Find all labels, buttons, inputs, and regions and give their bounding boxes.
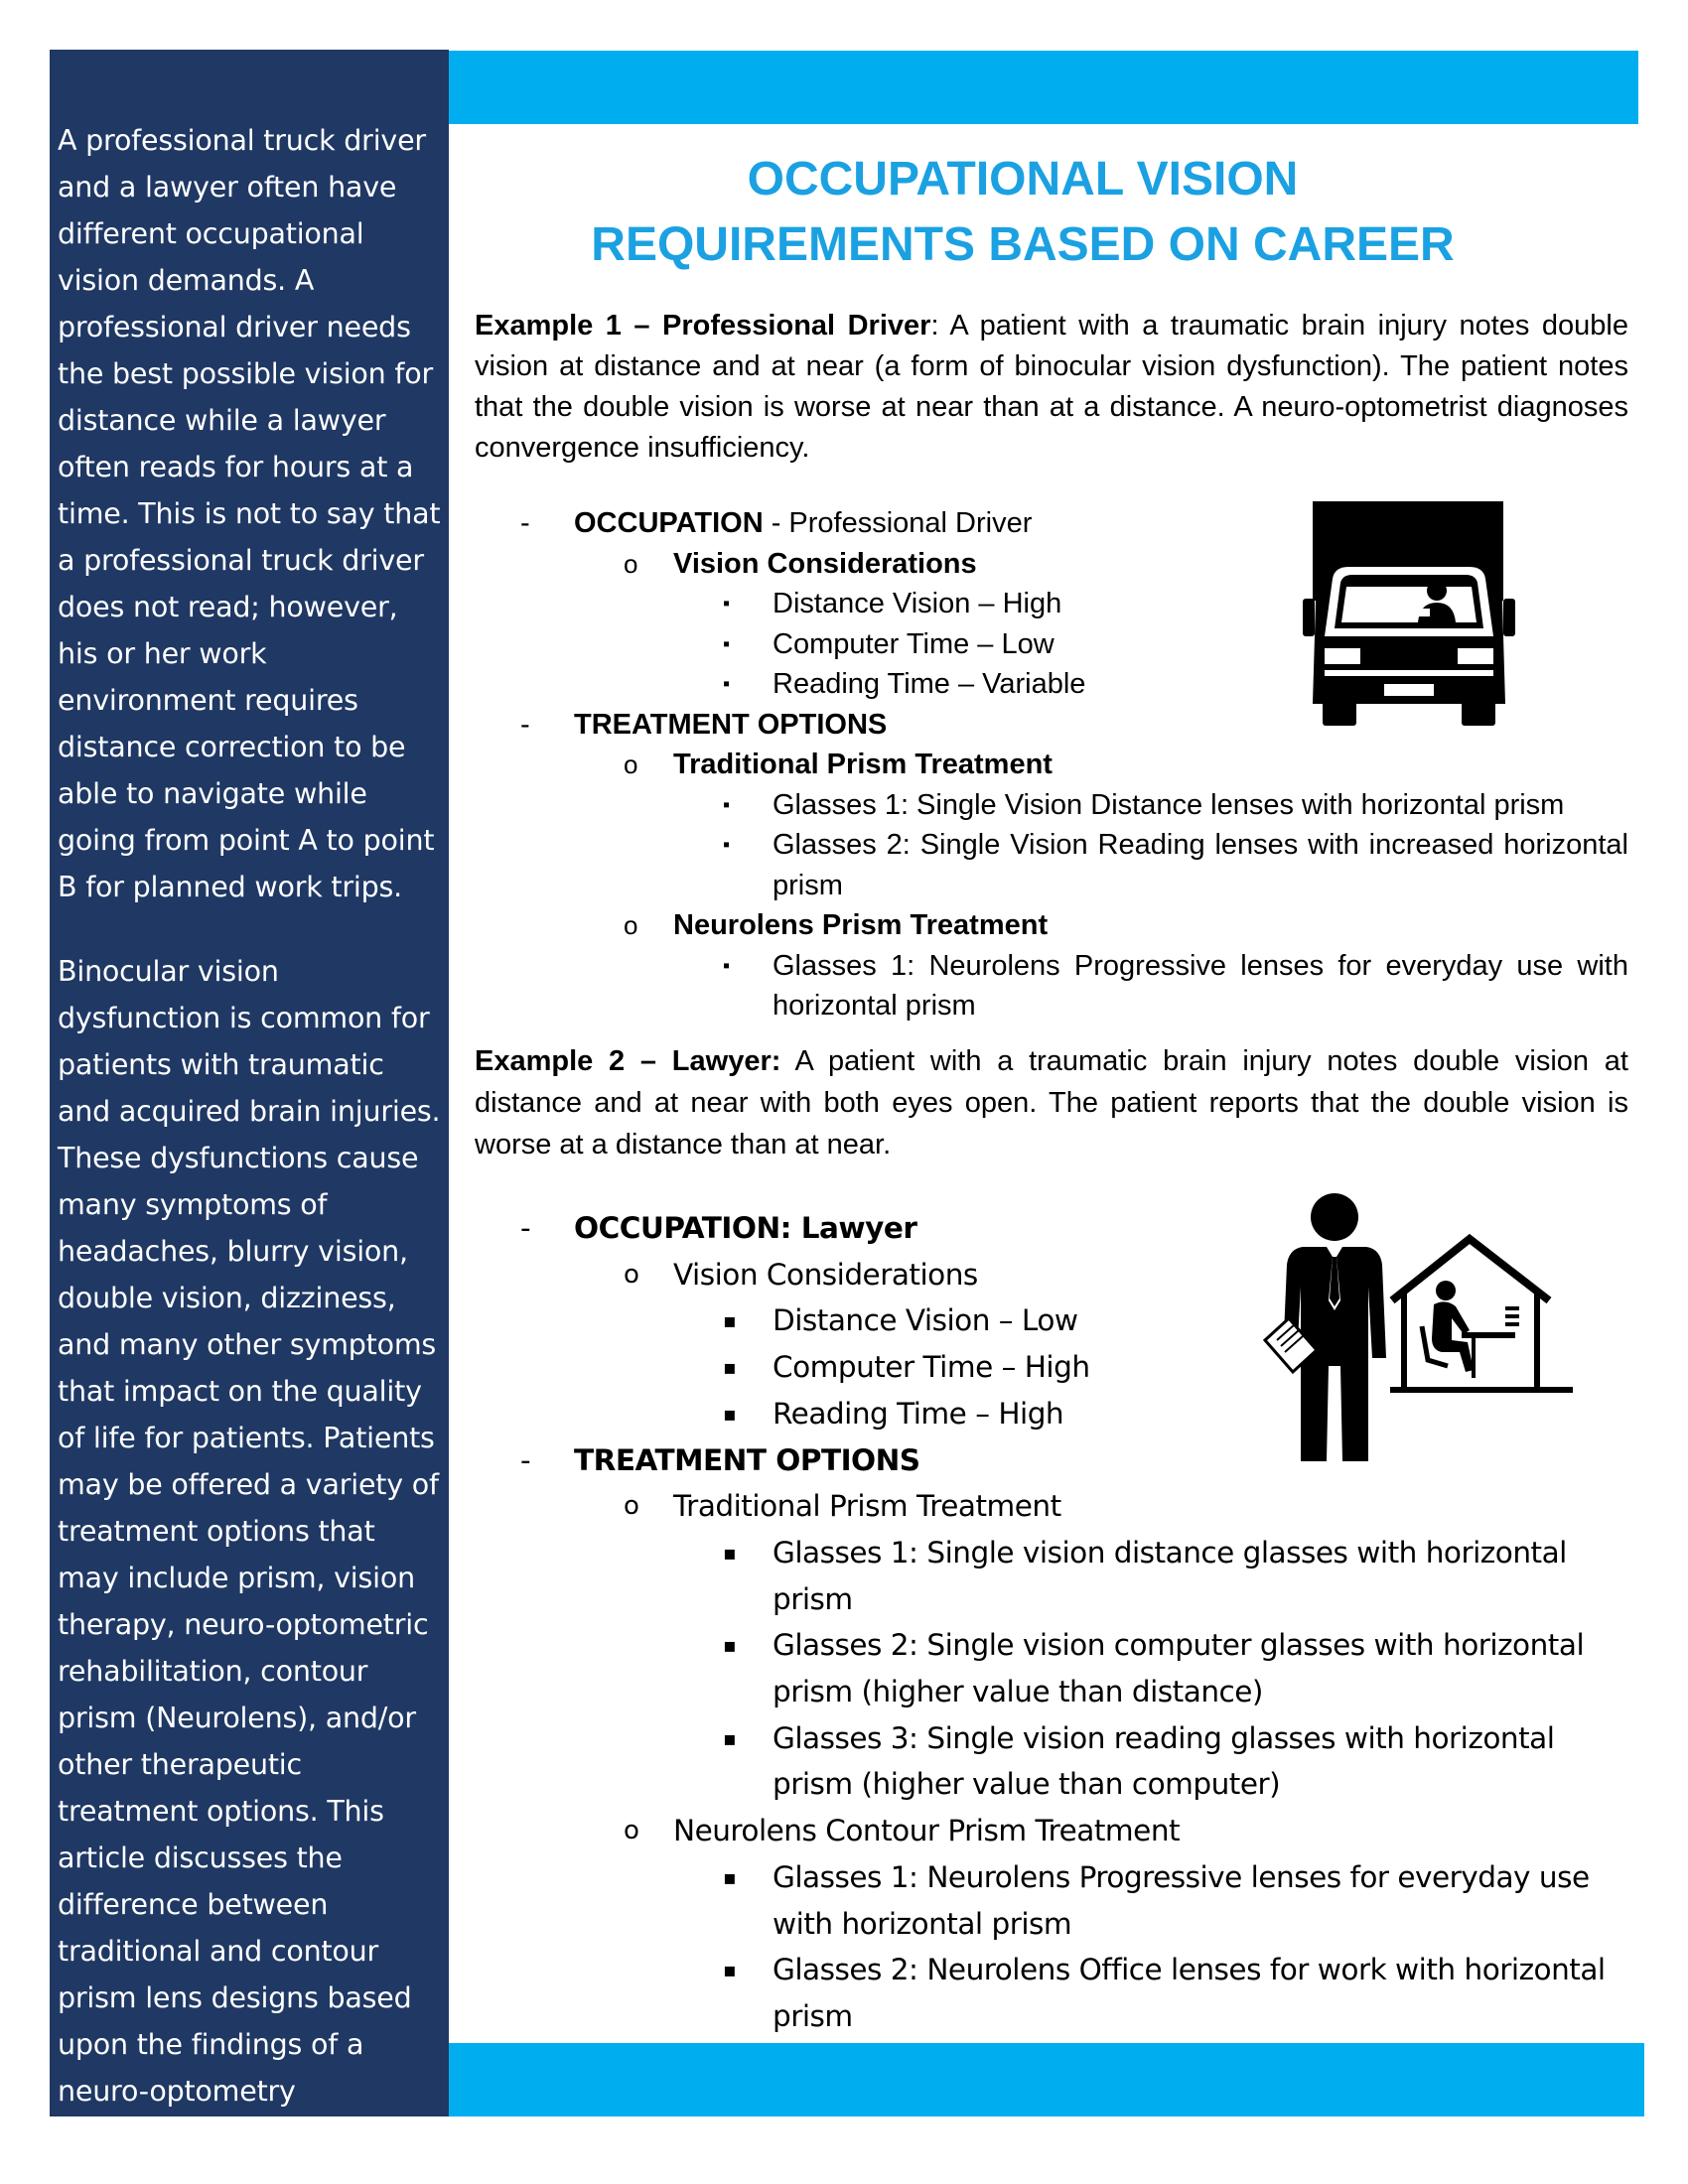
square-bullet-icon: ▪ <box>723 632 731 655</box>
circle-marker: o <box>624 1259 639 1290</box>
neurolens-prism-label: Neurolens Prism Treatment <box>673 909 1049 941</box>
square-bullet-icon: ▪ <box>723 954 731 977</box>
example-1-label: Example 1 – Professional Driver <box>475 310 931 341</box>
title-line-1: OCCUPATIONAL VISION <box>747 153 1299 205</box>
treatment-item: Glasses 1: Neurolens Progressive lenses for everyday use with horizontal prism <box>773 949 1628 1022</box>
treatment-item: Glasses 1: Single vision distance glasses with horizontal prism <box>773 1535 1567 1616</box>
treatment-options-label: TREATMENT OPTIONS <box>574 1442 920 1477</box>
vision-considerations-label: Vision Considerations <box>673 547 977 580</box>
page-title <box>477 147 1569 278</box>
list-item <box>475 905 1628 946</box>
consideration-item: Reading Time – Variable <box>773 668 1086 700</box>
example-2-paragraph <box>475 1040 1628 1165</box>
dash-marker: - <box>520 1211 531 1245</box>
traditional-prism-label: Traditional Prism Treatment <box>673 749 1053 780</box>
traditional-prism-label: Traditional Prism Treatment <box>673 1489 1061 1524</box>
list-item <box>475 745 1628 785</box>
list-item <box>475 1622 1628 1714</box>
treatment-item: Glasses 3: Single vision reading glasses with horizontal prism (higher value than computer) <box>773 1720 1555 1802</box>
sidebar-paragraph-binocular: Binocular vision dysfunction is common for patients with traumatic and acquired brain injuries. These dysfunctions cause many symptoms of headaches, blurry vision, double vision, dizziness, and many other symptoms that impact on the quality of life for patients. Patients may be offered a variety of treatment options that may include prism, vision therapy, neuro-optometric rehabilitation, contour prism (Neurolens), and/or other therapeutic treatment options. This article discusses the difference between traditional and contour prism lens designs based upon the findings of a neuro-optometry examination. <box>58 955 441 2154</box>
dash-marker: - <box>520 1442 531 1477</box>
example-2-text: A patient with a traumatic brain injury notes double vision at distance and at near with both eyes open. The patient reports that the double vision is worse at a distance than at near. <box>475 1045 1628 1160</box>
square-bullet-icon: ▪ <box>723 1864 737 1889</box>
list-item <box>475 1483 1628 1530</box>
square-bullet-icon: ▪ <box>723 673 731 695</box>
example-1-paragraph <box>475 306 1628 469</box>
dash-marker: - <box>520 507 530 539</box>
circle-marker: o <box>624 750 638 779</box>
example-2-label: Example 2 – Lawyer: <box>475 1045 781 1077</box>
list-item <box>475 1854 1628 1947</box>
square-bullet-icon: ▪ <box>723 1725 737 1750</box>
list-item <box>475 1808 1628 1854</box>
consideration-item: Distance Vision – Low <box>773 1303 1078 1338</box>
neurolens-prism-label: Neurolens Contour Prism Treatment <box>673 1814 1181 1848</box>
square-bullet-icon: ▪ <box>723 1355 737 1380</box>
dash-marker: - <box>520 708 530 741</box>
consideration-item: Computer Time – High <box>773 1350 1090 1385</box>
truck-icon <box>1303 499 1515 726</box>
square-bullet-icon: ▪ <box>723 834 731 856</box>
vision-considerations-label: Vision Considerations <box>673 1257 978 1292</box>
circle-marker: o <box>624 910 638 940</box>
square-bullet-icon: ▪ <box>723 1308 737 1333</box>
occupation-value: - Professional Driver <box>763 507 1033 539</box>
square-bullet-icon: ▪ <box>723 1958 737 1982</box>
sidebar-paragraph-intro: A professional truck driver and a lawyer often have different occupational vision demands. A professional driver needs the best possible vision for distance while a lawyer often reads for hours at a time. This is not to say that a professional truck driver does not read; however, his or her work environment requires distance correction to be able to navigate while going from point A to point B for planned work trips. <box>58 124 441 903</box>
lawyer-office-icon <box>1263 1191 1577 1465</box>
sidebar <box>50 50 449 2154</box>
circle-marker: o <box>624 1816 639 1846</box>
list-item <box>475 1530 1628 1622</box>
treatment-item: Glasses 1: Single Vision Distance lenses with horizontal prism <box>773 788 1565 821</box>
treatment-item: Glasses 2: Single Vision Reading lenses with increased horizontal prism <box>773 829 1628 901</box>
example-1-text: : A patient with a traumatic brain injury notes double vision at distance and at near (a form of binocular vision dysfunction). The patient notes that the double vision is worse at near than at a distance. A neuro-optometrist diagnoses convergence insufficiency. <box>475 310 1628 464</box>
consideration-item: Distance Vision – High <box>773 588 1062 619</box>
consideration-item: Reading Time – High <box>773 1396 1064 1431</box>
square-bullet-icon: ▪ <box>723 1633 737 1658</box>
list-item <box>475 825 1628 905</box>
list-item <box>475 785 1628 826</box>
list-item <box>475 1947 1628 2039</box>
treatment-options-label: TREATMENT OPTIONS <box>574 708 888 741</box>
square-bullet-icon: ▪ <box>723 1401 737 1426</box>
list-item <box>475 1715 1628 1808</box>
circle-marker: o <box>624 1491 639 1522</box>
treatment-item: Glasses 2: Neurolens Office lenses for work with horizontal prism <box>773 1953 1606 2033</box>
top-accent-band <box>449 51 1638 124</box>
square-bullet-icon: ▪ <box>723 593 731 614</box>
bottom-accent-band <box>449 2043 1644 2116</box>
square-bullet-icon: ▪ <box>723 793 731 816</box>
title-line-2: REQUIREMENTS BASED ON CAREER <box>591 218 1455 271</box>
list-item <box>475 946 1628 1026</box>
occupation-label: OCCUPATION: Lawyer <box>574 1211 917 1245</box>
treatment-item: Glasses 1: Neurolens Progressive lenses for everyday use with horizontal prism <box>773 1859 1590 1941</box>
treatment-item: Glasses 2: Single vision computer glasses with horizontal prism (higher value than distance) <box>773 1628 1585 1709</box>
consideration-item: Computer Time – Low <box>773 627 1055 660</box>
square-bullet-icon: ▪ <box>723 1540 737 1565</box>
occupation-label: OCCUPATION <box>574 507 764 539</box>
circle-marker: o <box>624 548 638 579</box>
